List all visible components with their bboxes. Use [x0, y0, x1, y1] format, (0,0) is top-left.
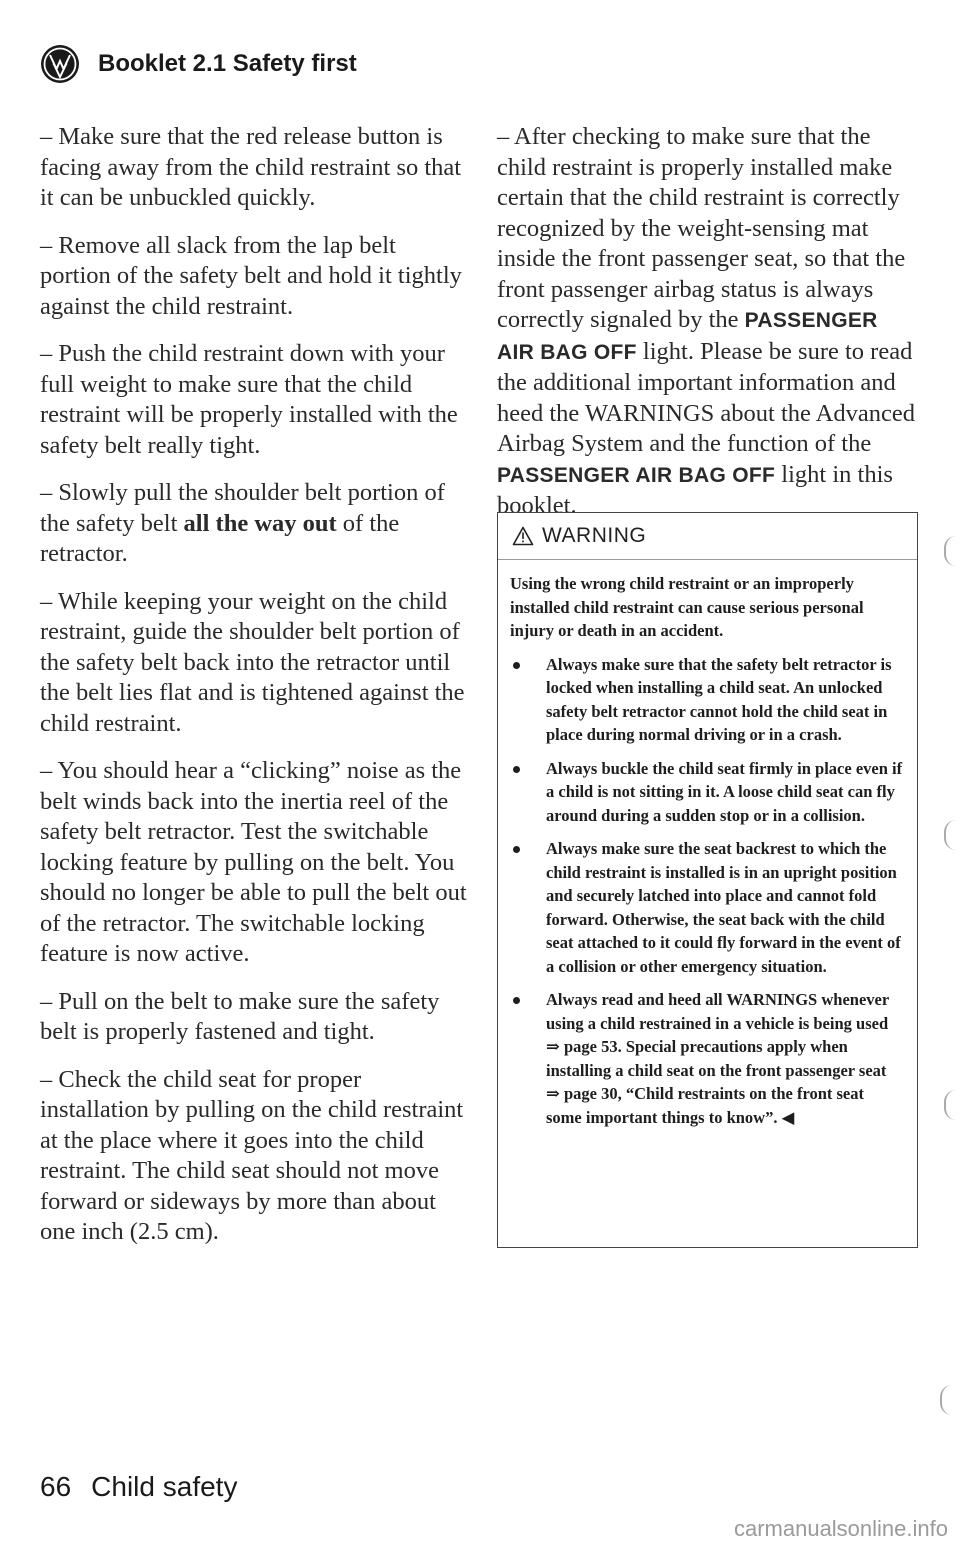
- warning-title: WARNING: [542, 524, 647, 547]
- page-number: 66: [40, 1471, 72, 1502]
- warning-header: [498, 513, 917, 560]
- booklet-title: Booklet 2.1 Safety first: [98, 50, 357, 77]
- right-column: [497, 122, 917, 539]
- warning-body: [498, 560, 917, 1129]
- warning-item-text: Always make sure that the safety belt retractor is locked when installing a child seat. An unlocked safety belt retractor cannot hold the child seat in place during normal driving or in a crash.: [546, 654, 892, 744]
- warning-box: [497, 512, 918, 1248]
- step-remove-slack: – Remove all slack from the lap belt portion of the safety belt and hold it tightly against the child restraint.: [40, 231, 462, 320]
- step-release-button: – Make sure that the red release button is facing away from the child restraint so that it can be unbuckled quickly.: [40, 123, 462, 211]
- step-text: – Slowly pull the shoulder belt portion of the safety belt: [40, 479, 445, 537]
- step-text: light. Please be sure to read the additional important information and heed the WARNINGS about the Advanced Airbag System and the function of the: [497, 337, 915, 457]
- bullet-icon: [513, 662, 520, 669]
- watermark: carmanualsonline.info: [733, 1516, 948, 1541]
- section-name: Child safety: [91, 1471, 238, 1502]
- step-clicking-noise: – You should hear a “clicking” noise as the belt winds back into the inertia reel of the safety belt retractor. Test the switchable locking feature by pulling on the belt. You should no longer be able to pull the belt out of the retractor. The switchable locking feature is now active.: [40, 757, 467, 967]
- warning-triangle-icon: [512, 526, 534, 546]
- margin-mark: [944, 1090, 960, 1120]
- warning-item: [510, 757, 903, 828]
- step-pull-shoulder-belt: [40, 478, 470, 570]
- warning-item-text: Always buckle the child seat firmly in place even if a child is not sitting in it. A loose child seat can fly around during a sudden stop or in a collision.: [546, 758, 903, 825]
- bullet-icon: [513, 846, 520, 853]
- warning-intro: Using the wrong child restraint or an improperly installed child restraint can cause serious personal injury or death in an accident.: [510, 574, 864, 640]
- bullet-icon: [513, 766, 520, 773]
- page-header: [40, 44, 357, 84]
- step-check-recognition: [497, 122, 917, 522]
- bullet-icon: [513, 997, 520, 1004]
- step-text: of the retractor.: [40, 509, 400, 567]
- margin-mark: [944, 536, 960, 566]
- step-text: – After checking to make sure that the child restraint is properly installed make certain that the child restraint is correctly recognized by the weight-sensing mat inside the front passenger seat, so that the front passenger airbag status is always correctly signaled by the: [497, 123, 906, 333]
- passenger-airbag-label: PASSENGER AIR BAG OFF: [497, 309, 878, 364]
- step-pull-belt: – Pull on the belt to make sure the safety belt is properly fastened and tight.: [40, 987, 440, 1045]
- warning-item-text: Always make sure the seat backrest to which the child restraint is installed is in an upright position and securely latched into place and cannot fold forward. Otherwise, the seat back with the child seat attached to it could fly forward in the event of a collision or other emergency situation.: [546, 839, 901, 976]
- margin-mark: [940, 1385, 956, 1415]
- step-text: light in this booklet.: [497, 460, 893, 519]
- vw-logo-icon: [40, 44, 80, 84]
- left-column: [40, 122, 470, 1265]
- emphasis-text: all the way out: [183, 509, 337, 537]
- step-guide-belt: – While keeping your weight on the child restraint, guide the shoulder belt portion of the safety belt back into the retractor until the belt lies flat and is tightened against the child restraint.: [40, 587, 465, 737]
- step-check-seat: – Check the child seat for proper installation by pulling on the child restraint at the place where it goes into the child restraint. The child seat should not move forward or sideways by more than about one inch (2.5 cm).: [40, 1065, 464, 1245]
- margin-mark: [944, 820, 960, 850]
- page-footer: [40, 1471, 237, 1503]
- warning-item: [510, 653, 903, 747]
- passenger-airbag-label: PASSENGER AIR BAG OFF: [497, 463, 776, 487]
- warning-item: [510, 988, 903, 1129]
- warning-item: [510, 837, 903, 978]
- warning-item-text: Always read and heed all WARNINGS whenever using a child restrained in a vehicle is being used ⇒ page 53. Special precautions apply when installing a child seat on the front passenger seat ⇒ page 30, “Child restraints on the front seat some important things to know”. ◀: [546, 990, 889, 1127]
- step-push-down: – Push the child restraint down with your full weight to make sure that the child restraint will be properly installed with the safety belt really tight.: [40, 340, 458, 459]
